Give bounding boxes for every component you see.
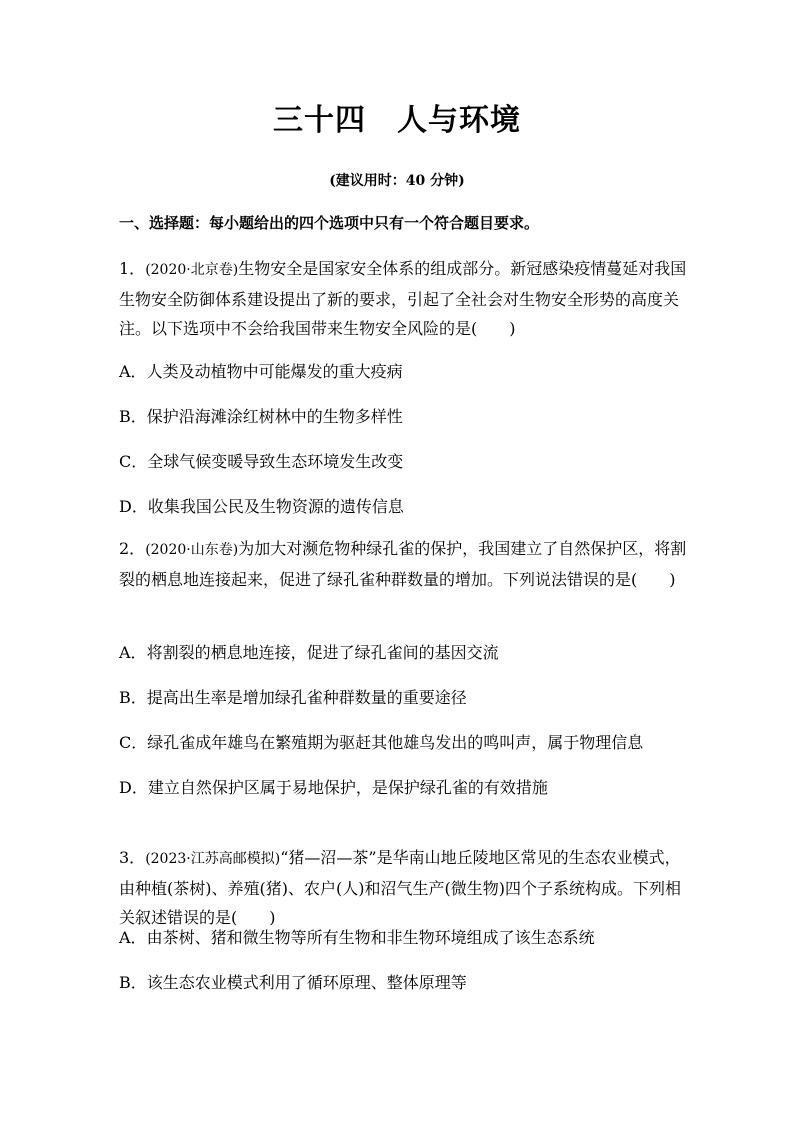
question-1-option-a (119, 361, 691, 383)
option-text: 人类及动植物中可能爆发的重大疫病 (146, 362, 403, 381)
option-letter: D． (119, 778, 148, 797)
option-text: 绿孔雀成年雄鸟在繁殖期为驱赶其他雄鸟发出的鸣叫声，属于物理信息 (147, 733, 644, 752)
option-letter: A． (119, 928, 147, 947)
option-letter: A． (119, 643, 147, 662)
option-letter: B． (119, 688, 147, 707)
option-letter: D． (119, 497, 148, 516)
option-text: 由茶树、猪和微生物等所有生物和非生物环境组成了该生态系统 (146, 928, 595, 947)
question-2-option-a (119, 642, 691, 664)
question-3-option-a (119, 927, 691, 949)
suggested-time-note: (建议用时：40 分钟) (329, 173, 465, 189)
question-number: 2． (119, 539, 146, 558)
question-number: 1． (119, 259, 146, 278)
question-source: (2020·山东卷) (145, 542, 239, 558)
option-letter: C． (119, 452, 148, 471)
option-text: 提高出生率是增加绿孔雀种群数量的重要途径 (146, 688, 467, 707)
question-text: 生物安全是国家安全体系的组成部分。新冠感染疫情蔓延对我国生物安全防御体系建设提出了新的要求，引起了全社会对生物安全形势的高度关注。以下选项中不会给我国带来生物安全风险的是( ) (119, 259, 687, 338)
question-1-option-b (119, 406, 691, 428)
option-text: 该生态农业模式利用了循环原理、整体原理等 (146, 973, 467, 992)
question-source: (2023·江苏高邮模拟) (145, 851, 281, 867)
question-1-option-d (119, 496, 691, 518)
question-3-option-b (119, 972, 691, 994)
question-2-option-d (119, 777, 691, 799)
question-3-stem (119, 843, 691, 932)
option-text: 保护沿海滩涂红树林中的生物多样性 (146, 407, 403, 426)
question-2-option-c (119, 732, 691, 754)
option-text: 将割裂的栖息地连接，促进了绿孔雀间的基因交流 (146, 643, 499, 662)
question-2-option-b (119, 687, 691, 709)
option-letter: A． (119, 362, 147, 381)
question-text: 为加大对濒危物种绿孔雀的保护，我国建立了自然保护区，将割裂的栖息地连接起来，促进了绿孔雀种群数量的增加。下列说法错误的是( ) (119, 539, 687, 589)
question-text: “猪—沼—茶”是华南山地丘陵地区常见的生态农业模式，由种植(茶树)、养殖(猪)、农户(人)和沼气生产(微生物)四个子系统构成。下列相关叙述错误的是( ) (119, 848, 681, 927)
question-1-option-c (119, 451, 691, 473)
question-2-stem (119, 534, 691, 594)
question-1-stem (119, 254, 691, 343)
option-letter: B． (119, 407, 147, 426)
question-number: 3． (119, 848, 146, 867)
option-text: 收集我国公民及生物资源的遗传信息 (147, 497, 404, 516)
option-text: 建立自然保护区属于易地保护，是保护绿孔雀的有效措施 (147, 778, 548, 797)
question-source: (2020·北京卷) (145, 262, 239, 278)
option-letter: B． (119, 973, 147, 992)
option-text: 全球气候变暖导致生态环境发生改变 (147, 452, 404, 471)
page-title: 三十四 人与环境 (273, 103, 521, 138)
section-heading: 一、选择题：每小题给出的四个选项中只有一个符合题目要求。 (119, 214, 540, 232)
option-letter: C． (119, 733, 148, 752)
